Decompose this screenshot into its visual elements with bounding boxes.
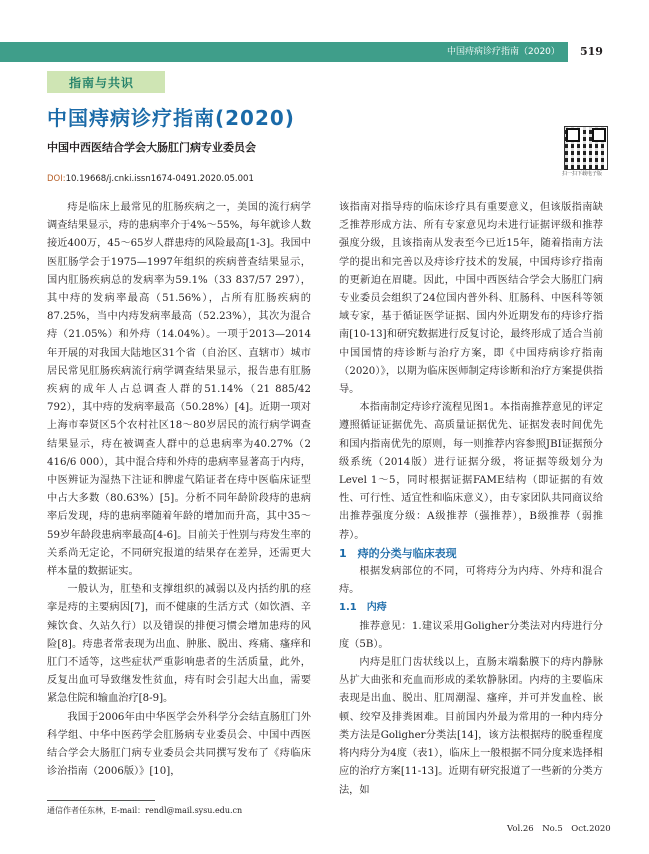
author-organization: 中国中西医结合学会大肠肛门病专业委员会 (47, 141, 256, 154)
paragraph-continuation: 该指南对指导痔的临床诊疗具有重要意义，但该版指南缺乏推荐形成方法、所有专家意见均未进行证据评级和推荐强度分级，且该指南从发表至今已近15年，随着指南方法学的提出和完善以及痔诊疗技术的发展，中国痔诊疗指南的更新迫在眉睫。因此，中国中西医结合学会大肠肛门病专业委员会组织了24位国内普外科、肛肠科、中医科等领域专家，基于循证医学证据、国内外近期发布的痔诊疗指南[10-13]和研究数据进行反复讨论，最终形成了适合当前中国国情的痔诊断与治疗方案，即《中国痔病诊疗指南（2020）》，以期为临床医师制定痔诊断和治疗方案提供指导。 (339, 202, 603, 396)
footnote-divider (47, 800, 155, 801)
article-title: 中国痔病诊疗指南(2020) (47, 106, 295, 130)
paragraph-epidemiology: 痔是临床上最常见的肛肠疾病之一，美国的流行病学调查结果显示，痔的患病率介于4%～55%，每年就诊人数接近400万，45～65岁人群患痔的风险最高[1-3]。我国中医肛肠学会于1975—1997年组织的疾病普查结果显示，国内肛肠疾病总的发病率为59.1%（33 837/57 297），其中痔的发病率最高（51.56%），占所有肛肠疾病的87.25%，当中内痔发病率最高（52.23%），其次为混合痔（21.05%）和外痔（14.04%）。一项于2013—2014年开展的对我国大陆地区31个省（自治区、直辖市）城市居民常见肛肠疾病流行病学调查结果显示，报告患有肛肠疾病的成年人占总调查人群的51.14%（21 885/42 792），其中痔的发病率最高（50.28%）[4]。近期一项对上海市奉贤区5个农村社区18～80岁居民的流行病学调查结果显示，痔在被调查人群中的总患病率为40.27%（2 416/6 000），其中混合痔和外痔的患病率显著高于内痔，中医辨证为湿热下注证和脾虚气陷证者在痔中医临床证型中占大多数（80.63%）[5]。分析不同年龄阶段痔的患病率后发现，痔的患病率随着年龄的增加而升高，其中35～59岁年龄段患病率最高[4-6]。目前关于性别与痔发生率的关系尚无定论，不同研究报道的结果存在差异，还需更大样本量的数据证实。 (47, 202, 311, 578)
right-column (339, 199, 603, 800)
paragraph-classification: 根据发病部位的不同，可将痔分为内痔、外痔和混合痔。 (339, 566, 603, 596)
running-title: 中国痔病诊疗指南（2020） (447, 47, 560, 57)
doi-line (47, 174, 254, 184)
qr-code-icon[interactable] (564, 126, 608, 170)
section-tag (47, 71, 165, 93)
left-column (47, 199, 311, 782)
volume-info: Vol.26 No.5 Oct.2020 (507, 824, 611, 834)
section-tag-label: 指南与共识 (69, 76, 135, 90)
paragraph-history: 我国于2006年由中华医学会外科学分会结直肠肛门外科学组、中华中医药学会肛肠病专业委员会、中国中西医结合学会大肠肛门病专业委员会共同撰写发布了《痔临床诊治指南（2006版）》[10]， (47, 711, 311, 778)
paragraph-etiology: 一般认为，肛垫和支撑组织的减弱以及内括约肌的痉挛是痔的主要病因[7]，而不健康的生活方式（如饮酒、辛辣饮食、久站久行）以及错误的排便习惯会增加患痔的风险[8]。痔患者常表现为出血、肿胀、脱出、疼痛、瘙痒和肛门不适等，这些症状严重影响患者的生活质量，此外，反复出血可导致继发性贫血，痔有时会引起大出血，需要紧急住院和输血治疗[8-9]。 (47, 584, 311, 705)
doi-value[interactable]: 10.19668/j.cnki.issn1674-0491.2020.05.001 (65, 174, 254, 184)
corresponding-author-note: 通信作者任东林，E-mail：rendl@mail.sysu.edu.cn (47, 806, 243, 815)
doi-label: DOI: (47, 174, 66, 184)
paragraph-method: 本指南制定痔诊疗流程见图1。本指南推荐意见的评定遵照循证证据优先、高质量证据优先、证据发表时间优先和国内指南优先的原则，每一则推荐内容参照JBI证据预分级系统（2014版）进行证据分级，将证据等级划分为Level 1～5，同时根据证据FAME结构（即证据的有效性、可行性、适宜性和临床意义），由专家团队共同商议给出推荐强度分级：A级推荐（强推荐），B级推荐（弱推荐）。 (339, 402, 603, 541)
paragraph-internal-hemorrhoids: 内痔是肛门齿状线以上，直肠末端黏膜下的痔内静脉丛扩大曲张和充血而形成的柔软静脉团。内痔的主要临床表现是出血、脱出、肛周潮湿、瘙痒，并可并发血栓、嵌顿、绞窄及排粪困难。目前国内外最为常用的一种内痔分类方法是Goligher分类法[14]，该方法根据痔的脱垂程度将内痔分为4度（表1），临床上一般根据不同分度来选择相应的治疗方案[11-13]。近期有研究报道了一些新的分类方法，如 (339, 657, 603, 796)
section-heading-1: 1 痔的分类与临床表现 (339, 546, 457, 560)
page-number: 519 (580, 45, 603, 58)
recommendation-text: 推荐意见：1.建议采用Goligher分类法对内痔进行分度（5B）。 (339, 620, 603, 650)
section-heading-1-1: 1.1 内痔 (339, 602, 387, 614)
qr-caption: 扫一扫下载电子版 (562, 171, 603, 177)
